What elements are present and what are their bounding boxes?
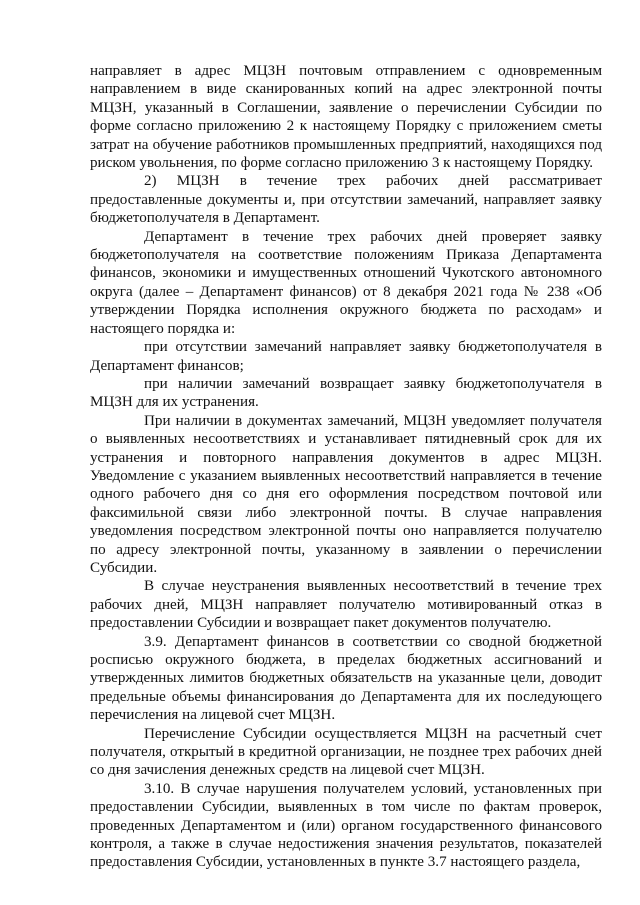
paragraph-department-review: Департамент в течение трех рабочих дней проверяет заявку бюджетополучателя на соответствие положениям Приказа Департамента финансов, экономики и имущественных отношений Чукотского автономного округа (далее – Департамент финансов) от 8 декабря 2021 года № 238 «Об утверждении Порядка исполнения окружного бюджета по расходам» и настоящего порядка и: bbox=[90, 228, 602, 337]
paragraph-section-3-9: 3.9. Департамент финансов в соответствии со сводной бюджетной росписью окружного бюджета, в пределах бюджетных ассигнований и утвержденных лимитов бюджетных обязательств на указанные цели, доводит предельные объемы финансирования до Департамента для их последующего перечисления на лицевой счет МЦЗН. bbox=[90, 633, 602, 724]
paragraph-transfer: Перечисление Субсидии осуществляется МЦЗН на расчетный счет получателя, открытый в кредитной организации, не позднее трех рабочих дней со дня зачисления денежных средств на лицевой счет МЦЗН. bbox=[90, 725, 602, 779]
paragraph-section-3-10: 3.10. В случае нарушения получателем условий, установленных при предоставлении Субсидии, выявленных в том числе по фактам проверок, проведенных Департаментом и (или) органом государственного финансового контроля, а также в случае недостижения значения результатов, показателей предоставления Субсидии, установленных в пункте 3.7 настоящего раздела, bbox=[90, 780, 602, 871]
paragraph-no-remarks: при отсутствии замечаний направляет заявку бюджетополучателя в Департамент финансов; bbox=[90, 339, 602, 374]
document-page bbox=[90, 62, 602, 872]
paragraph-item-2: 2) МЦЗН в течение трех рабочих дней рассматривает предоставленные документы и, при отсутствии замечаний, направляет заявку бюджетополучателя в Департамент. bbox=[90, 173, 602, 227]
paragraph-refusal: В случае неустранения выявленных несоответствий в течение трех рабочих дней, МЦЗН направляет получателю мотивированный отказ в предоставлении Субсидии и возвращает пакет документов получателю. bbox=[90, 578, 602, 632]
paragraph-continuation: направляет в адрес МЦЗН почтовым отправлением с одновременным направлением в виде сканированных копий на адрес электронной почты МЦЗН, указанный в Соглашении, заявление о перечислении Субсидии по форме согласно приложению 2 к настоящему Порядку с приложением сметы затрат на обучение работников промышленных предприятий, находящихся под риском увольнения, по форме согласно приложению 3 к настоящему Порядку. bbox=[90, 63, 602, 172]
paragraph-with-remarks: при наличии замечаний возвращает заявку бюджетополучателя в МЦЗН для их устранения. bbox=[90, 375, 602, 411]
paragraph-notification: При наличии в документах замечаний, МЦЗН уведомляет получателя о выявленных несоответствиях и устанавливает пятидневный срок для их устранения и повторного направления документов в адрес МЦЗН. Уведомление с указанием выявленных несоответствий направляется в течение одного рабочего дня со дня его оформления посредством почтовой или факсимильной связи либо электронной почты. В случае направления уведомления посредством электронной почты оно направляется получателю по адресу электронной почты, указанному в заявлении о перечислении Субсидии. bbox=[90, 412, 602, 576]
